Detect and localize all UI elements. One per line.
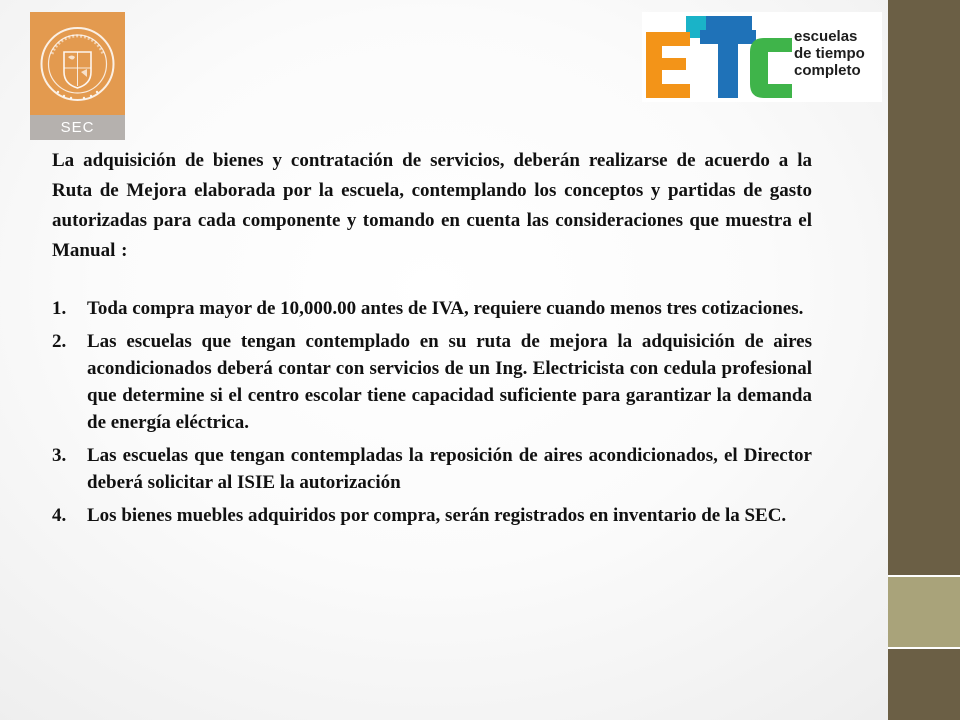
requirements-list: [52, 295, 812, 529]
list-item-number: 3.: [52, 445, 67, 466]
list-item-text: Los bienes muebles adquiridos por compra, serán registrados en inventario de la SEC.: [87, 505, 787, 526]
list-item: [52, 295, 812, 322]
list-item: [52, 442, 812, 496]
side-bar-divider: [888, 575, 960, 577]
side-bar-middle-segment: [888, 576, 960, 648]
etc-letters-icon: [642, 12, 792, 102]
etc-logo-line: de tiempo: [794, 45, 865, 62]
etc-logo-line: completo: [794, 62, 861, 79]
list-item-number: 1.: [52, 298, 67, 319]
side-bar-top-segment: [888, 0, 960, 576]
state-seal-icon: [38, 22, 117, 106]
list-item: [52, 502, 812, 529]
list-item-text: Las escuelas que tengan contemplado en su ruta de mejora la adquisición de aires acondicionados deberá contar con servicios de un Ing. Electricista con cedula profesional que determine si el centro escolar tiene capacidad suficiente para garantizar la demanda de energía eléctrica.: [87, 331, 812, 433]
slide-body: [52, 146, 812, 535]
side-bar-divider: [888, 647, 960, 649]
list-item: [52, 328, 812, 436]
etc-logo-line: escuelas: [794, 28, 858, 45]
list-item-text: Toda compra mayor de 10,000.00 antes de IVA, requiere cuando menos tres cotizaciones.: [87, 298, 804, 319]
list-item-number: 2.: [52, 331, 67, 352]
etc-logo: [642, 12, 882, 102]
list-item-text: Las escuelas que tengan contempladas la reposición de aires acondicionados, el Director deberá solicitar al ISIE la autorización: [87, 445, 812, 493]
sec-logo-label: SEC: [60, 119, 95, 136]
list-item-number: 4.: [52, 505, 67, 526]
intro-paragraph: La adquisición de bienes y contratación de servicios, deberán realizarse de acuerdo a la Ruta de Mejora elaborada por la escuela, contemplando los conceptos y partidas de gasto autorizadas para cada componente y tomando en cuenta las consideraciones que muestra el Manual :: [52, 150, 812, 261]
sec-logo: [30, 12, 125, 140]
side-decoration-bar: [888, 0, 960, 720]
side-bar-bottom-segment: [888, 648, 960, 720]
etc-logo-wordmark: [794, 28, 865, 79]
